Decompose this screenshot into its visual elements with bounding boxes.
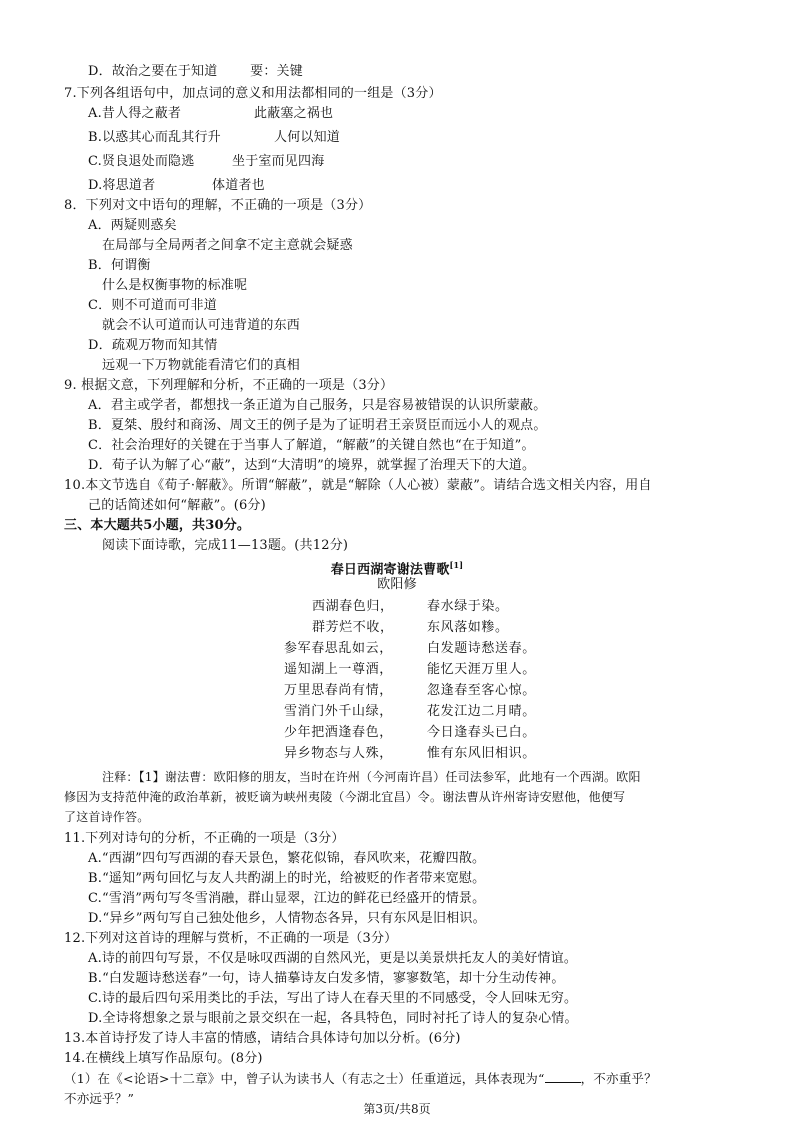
q12-option-d: D.全诗将想象之景与眼前之景交织在一起，各具特色，同时衬托了诗人的复杂心情。 [88,1011,578,1026]
poem-author: 欧阳修 [377,577,417,592]
q7-b-right: 人何以知道 [274,130,341,145]
q9-option-c: C．社会治理好的关键在于当事人了解道，“解蔽”的关键自然也“在于知道”。 [88,438,535,453]
q9-option-b: B．夏桀、殷纣和商汤、周文王的例子是为了证明君王亲贤臣而远小人的观点。 [88,418,547,433]
q11-stem: 11.下列对诗句的分析，不正确的一项是（3分） [64,831,345,846]
q8-option-c-explanation: 就会不认可道而认可违背道的东西 [102,318,301,333]
q11-option-c: C.“雪消”两句写冬雪消融，群山显翠，江边的鲜花已经盛开的情景。 [88,891,486,906]
q7-option-c [88,152,325,172]
q14-sub1-cont: 不亦远乎？” [64,1091,135,1106]
poem-line-6: 雪消门外千山绿， 花发江边二月晴。 [284,704,536,719]
q14-sub1-text: （1）在《<论语>十二章》中，曾子认为读书人（有志之士）任重道远，具体表现为“ [64,1071,545,1086]
q12-option-b: B.“白发题诗愁送春”一句，诗人描摹诗友白发多情，寥寥数笔，却十分生动传神。 [88,971,565,986]
q8-option-d: D．疏观万物而知其情 [88,338,218,353]
poem-note-line3: 了这首诗作答。 [64,810,150,824]
q7-a-left: A.昔人得之蔽者 [88,106,182,121]
q11-option-a: A.“西湖”四句写西湖的春天景色，繁花似锦，春风吹来，花瓣四散。 [88,851,486,866]
q8-stem: 8．下列对文中语句的理解，不正确的一项是（3分） [64,198,372,213]
poem-line-2: 群芳烂不收， 东风落如糁。 [312,620,509,635]
poem-line-5: 万里思春尚有情， 忽逢春至客心惊。 [284,683,536,698]
q7-c-right: 坐于室而见四海 [232,154,325,169]
page-footer: 第3页/共8页 [363,1102,431,1116]
q7-option-a [88,104,334,124]
q12-stem: 12.下列对这首诗的理解与赏析，不正确的一项是（3分） [64,931,398,946]
q8-option-a-explanation: 在局部与全局两者之间拿不定主意就会疑惑 [102,238,353,253]
section-intro: 阅读下面诗歌，完成11—13题。(共12分) [102,538,349,553]
q7-stem: 7.下列各组语句中，加点词的意义和用法都相同的一组是（3分） [64,86,442,101]
q14-stem: 14.在横线上填写作品原句。(8分) [64,1051,263,1066]
q10-stem-line1: 10.本文节选自《荀子·解蔽》。所谓“解蔽”，就是“解除（人心被）蒙蔽”。请结合选文相关内容，用自 [64,478,652,493]
q13-stem: 13.本首诗抒发了诗人丰富的情感，请结合具体诗句加以分析。(6分) [64,1031,461,1046]
poem-line-1: 西湖春色归， 春水绿于染。 [312,599,509,614]
q8-option-b: B．何谓衡 [88,258,151,273]
q12-option-a: A.诗的前四句写景，不仅是咏叹西湖的自然风光，更是以美景烘托友人的美好情谊。 [88,951,578,966]
q12-option-c: C.诗的最后四句采用类比的手法，写出了诗人在春天里的不同感受，令人回味无穷。 [88,991,578,1006]
q6-option-d [88,62,303,82]
section-title: 三、本大题共5小题，共30分。 [64,518,251,533]
q7-a-right: 此蔽塞之祸也 [254,106,334,121]
poem-line-3: 参军春思乱如云， 白发题诗愁送春。 [284,641,536,656]
poem-line-7: 少年把酒逢春色， 今日逢春头已白。 [284,725,536,740]
q7-b-left: B.以惑其心而乱其行升 [88,130,221,145]
q8-option-d-explanation: 远观一下万物就能看清它们的真相 [102,358,301,373]
q9-option-a: A．君主或学者，都想找一条正道为自己服务，只是容易被错误的认识所蒙蔽。 [88,398,547,413]
q7-c-left: C.贤良退处而隐逃 [88,154,195,169]
poem-line-4: 遥知湖上一尊酒， 能忆天涯万里人。 [284,662,536,677]
q9-stem: 9. 根据文意，下列理解和分析，不正确的一项是（3分） [64,378,394,393]
q11-option-d: D.“异乡”两句写自己独处他乡，人情物态各异，只有东风是旧相识。 [88,911,486,926]
fill-blank[interactable] [545,1069,581,1083]
q7-d-right: 体道者也 [212,178,265,193]
q14-sub1 [64,1069,657,1089]
q8-option-b-explanation: 什么是权衡事物的标准呢 [102,278,248,293]
poem-note-line1: 注释：【1】谢法曹：欧阳修的朋友，当时在许州（今河南许昌）任司法参军，此地有一个西湖。欧阳 [102,770,641,784]
poem-note-mark: [1] [449,560,464,570]
q9-option-d: D．荀子认为解了心“蔽”，达到“大清明”的境界，就掌握了治理天下的大道。 [88,458,536,473]
q7-option-d [88,176,265,196]
q10-stem-line2: 己的话简述如何“解蔽”。(6分) [88,498,266,513]
option-note: 要：关键 [250,64,303,79]
poem-title-text: 春日西湖寄谢法曹歌 [330,562,450,578]
option-text: D．故治之要在于知道 [88,64,218,79]
q8-option-c: C．则不可道而可非道 [88,298,217,313]
q7-option-b [88,128,341,148]
poem-line-8: 异乡物态与人殊， 惟有东风旧相识。 [284,746,536,761]
poem-note-line2: 修因为支持范仲淹的政治革新，被贬谪为峡州夷陵（今湖北宜昌）令。谢法曹从许州寄诗安慰他，他便写 [64,790,626,804]
q8-option-a: A．两疑则惑矣 [88,218,177,233]
q11-option-b: B.“遥知”两句回忆与友人共酌湖上的时光，给被贬的作者带来宽慰。 [88,871,486,886]
q7-d-left: D.将思道者 [88,178,156,193]
q14-sub1-text-2: ，不亦重乎？ [580,1071,657,1086]
